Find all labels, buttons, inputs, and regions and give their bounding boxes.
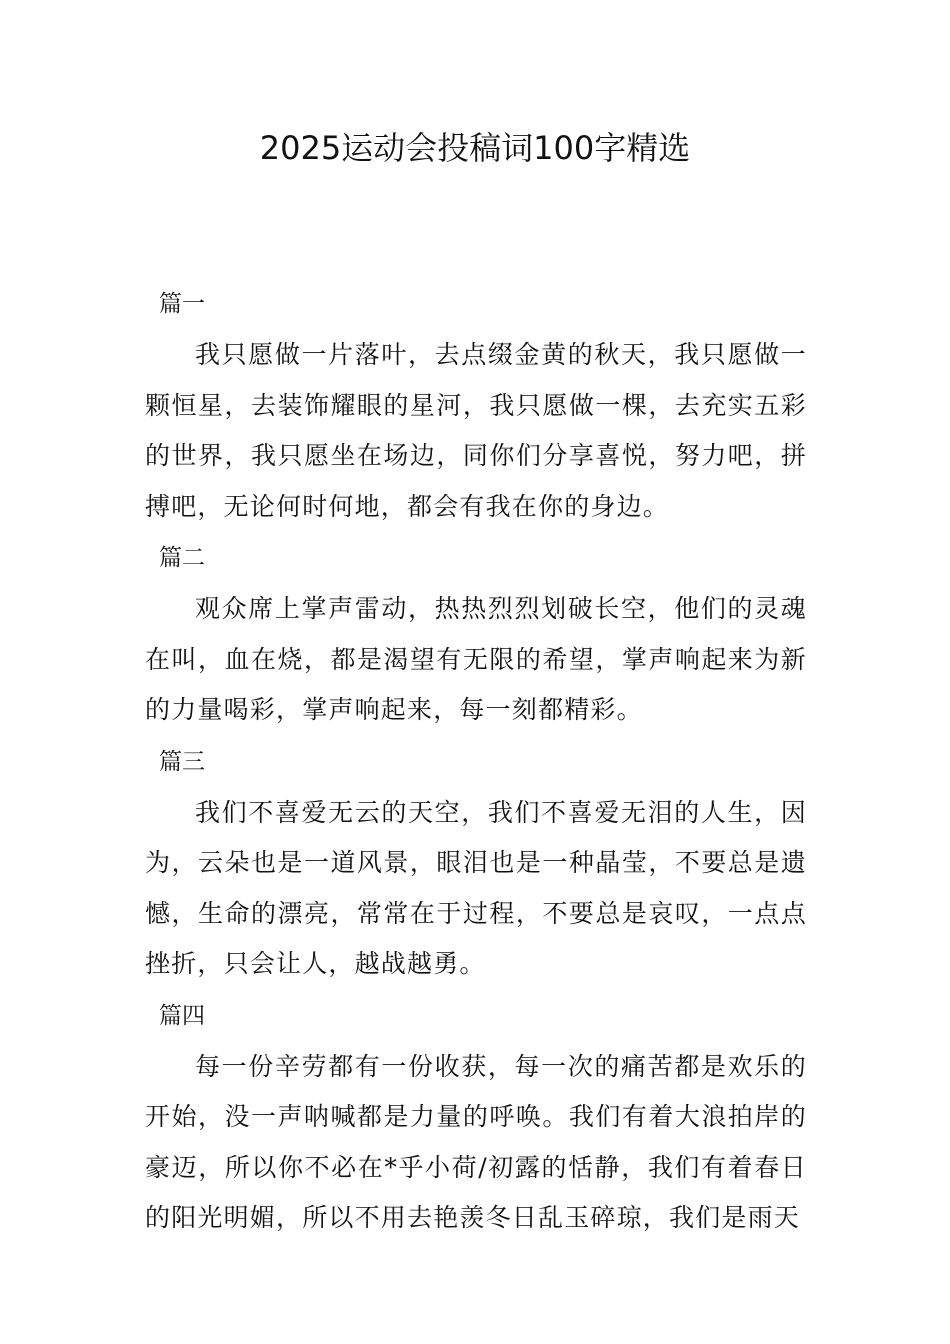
section-heading-4: 篇四 xyxy=(159,1002,205,1029)
section-heading-2: 篇二 xyxy=(159,545,205,571)
section-paragraph-1: 我只愿做一片落叶，去点缀金黄的秋天，我只愿做一颗恒星，去装饰耀眼的星河，我只愿做一棵，去充实五彩的世界，我只愿坐在场边，同你们分享喜悦，努力吧，拼搏吧，无论何时何地，都会有我在你的身边。 xyxy=(145,340,807,521)
document-body xyxy=(145,278,807,1244)
section-heading-3: 篇三 xyxy=(159,748,205,775)
document-title: 2025运动会投稿词100字精选 xyxy=(259,129,691,167)
section-paragraph-4: 每一份辛劳都有一份收获，每一次的痛苦都是欢乐的开始，没一声呐喊都是力量的呼唤。我们有着大浪拍岸的豪迈，所以你不必在*乎小荷/初露的恬静，我们有着春日的阳光明媚，所以不用去艳羡冬日乱玉碎琼，我们是雨天 xyxy=(145,1051,807,1232)
section-heading-1: 篇一 xyxy=(159,291,205,317)
section-paragraph-2: 观众席上掌声雷动，热热烈烈划破长空，他们的灵魂在叫，血在烧，都是渴望有无限的希望，掌声响起来为新的力量喝彩，掌声响起来，每一刻都精彩。 xyxy=(145,594,807,724)
section-paragraph-3: 我们不喜爱无云的天空，我们不喜爱无泪的人生，因为，云朵也是一道风景，眼泪也是一种晶莹，不要总是遗憾，生命的漂亮，常常在于过程，不要总是哀叹，一点点挫折，只会让人，越战越勇。 xyxy=(145,797,807,978)
